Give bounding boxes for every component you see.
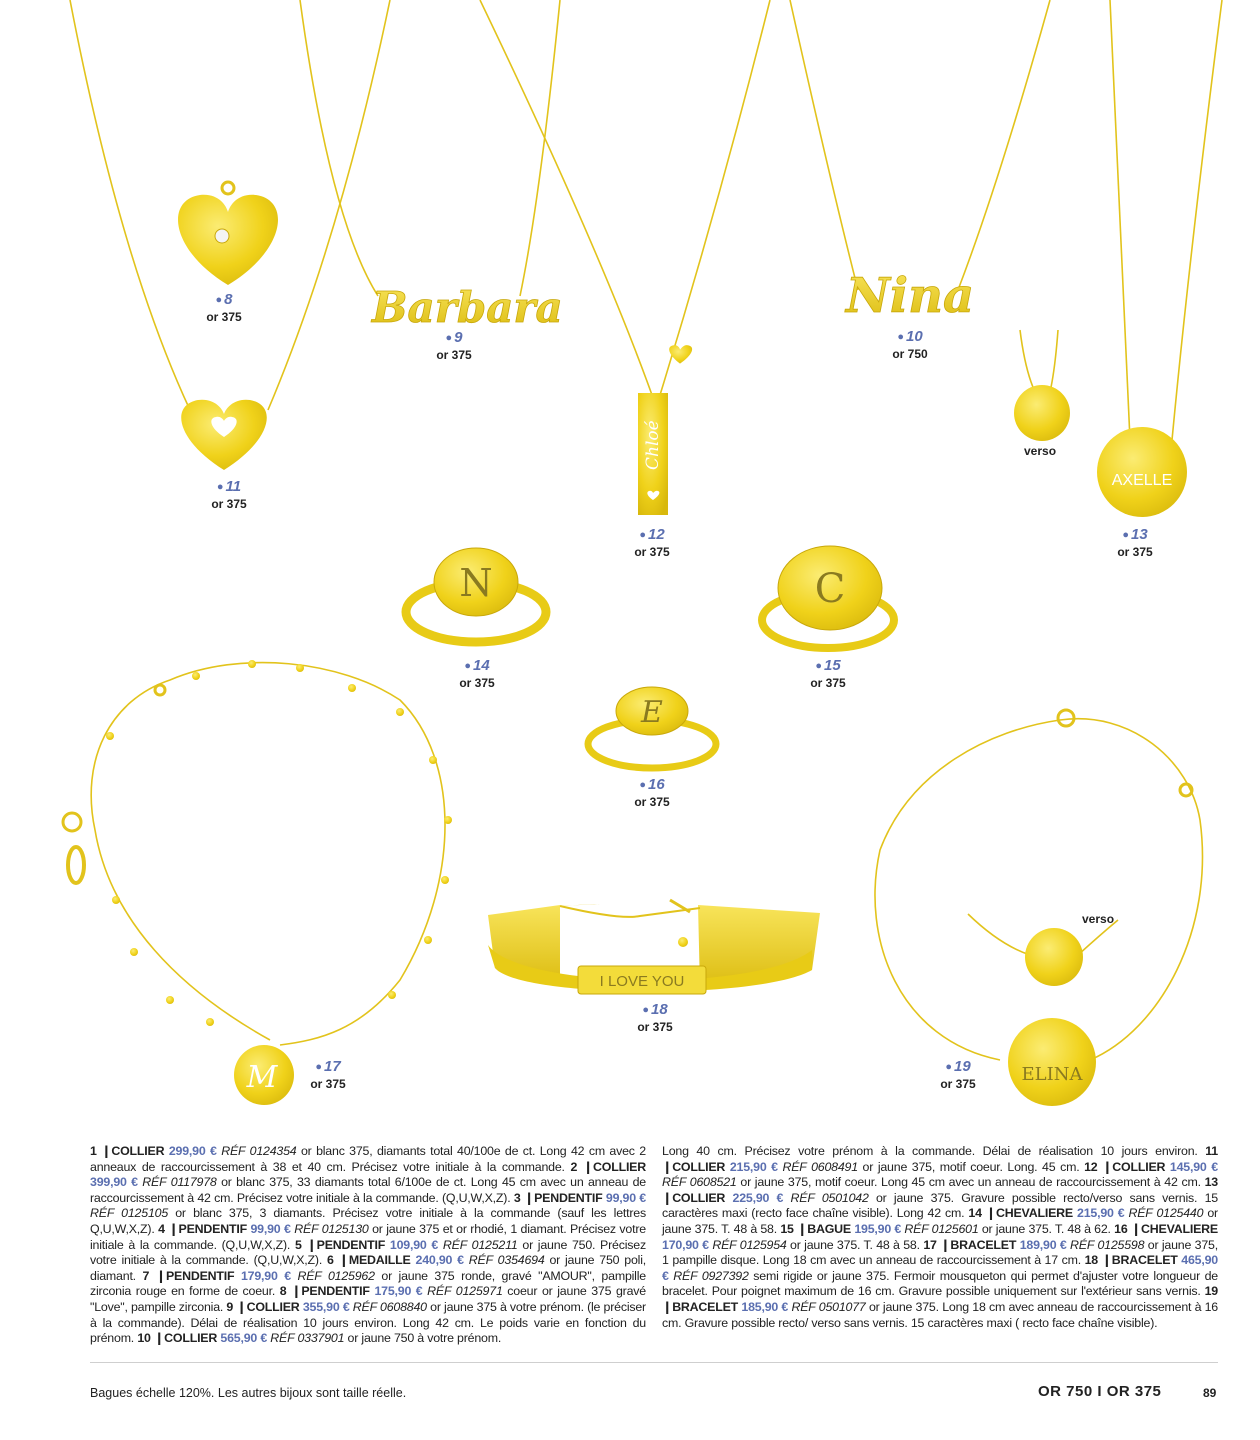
product-entry-10: 10 ❙COLLIER 565,90 € RÉF 0337901 or jaune 750 à votre prénom. bbox=[137, 1331, 502, 1346]
bar-pendant-12 bbox=[638, 345, 692, 515]
product-desc: coeur or jaune 375 gravé "Love", pampille zirconia. bbox=[90, 1284, 646, 1314]
product-type: PENDENTIF bbox=[178, 1221, 247, 1236]
product-number: 14 bbox=[968, 1206, 982, 1221]
chain-17 bbox=[91, 663, 445, 1045]
chain-12b bbox=[660, 0, 770, 395]
product-number: 11 bbox=[1205, 1144, 1218, 1158]
product-ref: RÉF 0125105 bbox=[90, 1206, 169, 1221]
chain-19 bbox=[875, 719, 1202, 1060]
product-price: 195,90 € bbox=[854, 1221, 902, 1236]
product-entry-9: 9 ❙COLLIER 355,90 € RÉF 0608840 or jaune 375 à votre prénom. (le préciser à la commande). Délai de réalisation 10 jours environ. Long 42 cm. Le poids varie en fonction du prénom. bbox=[90, 1299, 646, 1346]
product-price: 215,90 € bbox=[1077, 1206, 1125, 1221]
product-type: CHEVALIERE bbox=[996, 1206, 1073, 1221]
product-desc: or jaune 375 ronde, gravé "AMOUR", pampille zirconia rouge en forme de coeur. bbox=[90, 1268, 646, 1299]
product-price: 465,90 € bbox=[662, 1253, 1218, 1283]
product-number: 7 bbox=[142, 1268, 150, 1283]
disc-pendant-13 bbox=[1097, 427, 1187, 517]
product-number: 3 bbox=[513, 1190, 521, 1205]
name-pendant-10: Nina bbox=[846, 268, 975, 324]
product-entry-14: 14 ❙CHEVALIERE 215,90 € RÉF 0125440 or jaune 375. T. 48 à 58. bbox=[662, 1206, 1218, 1236]
product-entry-4: 4 ❙PENDENTIF 99,90 € RÉF 0125130 or jaune 375 et or rhodié, 1 diamant. Précisez votre initiale à la commande. (Q,U,W,X,Z). bbox=[90, 1221, 646, 1252]
product-desc: or blanc 375, diamants total 40/100e de ct. Long 42 cm avec 2 anneaux de raccourcissement à 38 et 40 cm. Précisez votre initiale à la commande. bbox=[90, 1144, 646, 1174]
product-price: 99,90 € bbox=[250, 1221, 291, 1236]
chain-9b bbox=[520, 0, 560, 296]
disc-engraving-17: M bbox=[246, 1060, 278, 1095]
label-13: ● 13 or 375 bbox=[1095, 527, 1175, 560]
disc-engraving-13: AXELLE bbox=[1111, 472, 1173, 489]
product-price: 355,90 € bbox=[302, 1299, 350, 1314]
label-8: ● 8 or 375 bbox=[184, 292, 264, 325]
product-price: 215,90 € bbox=[729, 1159, 778, 1174]
product-type: COLLIER bbox=[593, 1159, 646, 1174]
product-type: PENDENTIF bbox=[301, 1284, 370, 1299]
product-ref: RÉF 0927392 bbox=[673, 1268, 749, 1283]
product-ref: RÉF 0125971 bbox=[427, 1284, 503, 1299]
product-desc: or jaune 750. Précisez votre initiale à la commande. (Q,U,W,X,Z). bbox=[90, 1237, 646, 1268]
product-desc: or jaune 375. T. 48 à 58. bbox=[662, 1206, 1218, 1236]
product-number: 15 bbox=[780, 1221, 794, 1236]
beads-17 bbox=[106, 660, 452, 1026]
product-price: 189,90 € bbox=[1019, 1237, 1067, 1252]
product-price: 399,90 € bbox=[90, 1175, 138, 1190]
product-entry-12: 12 ❙COLLIER 145,90 € RÉF 0608521 or jaune 375, motif coeur. Long 45 cm avec un anneau de raccourcissement à 42 cm. bbox=[662, 1159, 1218, 1190]
signet-ring-14 bbox=[406, 548, 546, 642]
product-ref: RÉF 0501077 bbox=[791, 1299, 866, 1314]
product-number: 4 bbox=[158, 1221, 165, 1236]
product-number: 17 bbox=[923, 1237, 937, 1252]
product-desc: semi rigide or jaune 375. Fermoir mousqueton qui permet d'ajuster votre longueur de bracelet. Pour poignet maximum de 16 cm. Gravure possible uniquement sur l'extérieur sans vernis. bbox=[662, 1268, 1218, 1299]
page-number: 89 bbox=[1203, 1386, 1217, 1400]
product-desc: or blanc 375, 3 diamants. Précisez votre initiale à la commande (sauf les lettres Q,U,W,X,Z). bbox=[90, 1206, 646, 1236]
product-price: 240,90 € bbox=[415, 1253, 464, 1268]
product-price: 185,90 € bbox=[741, 1299, 789, 1314]
label-11: ● 11 or 375 bbox=[189, 479, 269, 512]
disc-engraving-19: ELINA bbox=[1021, 1064, 1083, 1085]
product-entry-6: 6 ❙MEDAILLE 240,90 € RÉF 0354694 or jaune 750 poli, diamant. bbox=[90, 1253, 646, 1283]
product-entry-5: 5 ❙PENDENTIF 109,90 € RÉF 0125211 or jaune 750. Précisez votre initiale à la commande. (Q,U,W,X,Z). bbox=[90, 1237, 646, 1268]
bangle-engraving-18: I LOVE YOU bbox=[599, 973, 685, 990]
chain-11 bbox=[70, 0, 190, 410]
label-19: ● 19 or 375 bbox=[918, 1059, 998, 1092]
product-price: 299,90 € bbox=[168, 1144, 217, 1158]
product-desc: or jaune 375. T. 48 à 62. bbox=[978, 1221, 1115, 1236]
product-price: 175,90 € bbox=[374, 1284, 423, 1299]
product-number: 19 bbox=[1204, 1284, 1218, 1299]
product-ref: RÉF 0125130 bbox=[294, 1221, 369, 1236]
chain-12a bbox=[480, 0, 652, 395]
product-type: PENDENTIF bbox=[316, 1237, 386, 1252]
product-desc: or jaune 375, 1 pampille disque. Long 18 cm avec un anneau de raccourcissement à 17 cm. bbox=[662, 1237, 1218, 1268]
product-entry-3: 3 ❙PENDENTIF 99,90 € RÉF 0125105 or blanc 375, 3 diamants. Précisez votre initiale à la commande (sauf les lettres Q,U,W,X,Z). bbox=[90, 1190, 646, 1236]
chain-10b bbox=[958, 0, 1050, 290]
product-entry-8: 8 ❙PENDENTIF 175,90 € RÉF 0125971 coeur or jaune 375 gravé "Love", pampille zirconia. bbox=[90, 1284, 646, 1314]
product-ref: RÉF 0501042 bbox=[790, 1190, 869, 1205]
product-entry-17: 17 ❙BRACELET 189,90 € RÉF 0125598 or jaune 375, 1 pampille disque. Long 18 cm avec un anneau de raccourcissement à 17 cm. bbox=[662, 1237, 1218, 1268]
product-desc: or jaune 375, motif coeur. Long. 45 cm. bbox=[857, 1159, 1085, 1174]
product-entry-7: 7 ❙PENDENTIF 179,90 € RÉF 0125962 or jaune 375 ronde, gravé "AMOUR", pampille zirconia rouge en forme de coeur. bbox=[90, 1268, 646, 1299]
product-ref: RÉF 0124354 bbox=[221, 1144, 297, 1158]
signet-ring-15 bbox=[762, 546, 894, 648]
disc-verso-19 bbox=[1025, 928, 1083, 986]
right-intro: Long 40 cm. Précisez votre prénom à la commande. Délai de réalisation 10 jours environ. bbox=[662, 1144, 1206, 1158]
product-type: BRACELET bbox=[1111, 1253, 1178, 1268]
product-entry-16: 16 ❙CHEVALIERE 170,90 € RÉF 0125954 or jaune 375. T. 48 à 58. bbox=[662, 1221, 1218, 1252]
verso-label-19: verso bbox=[1082, 912, 1115, 926]
name-pendant-9: Barbara bbox=[372, 283, 563, 332]
product-price: 145,90 € bbox=[1169, 1159, 1218, 1174]
product-ref: RÉF 0608521 bbox=[662, 1175, 737, 1190]
descriptions-right bbox=[662, 1144, 1218, 1331]
chain-9a bbox=[300, 0, 378, 296]
ring-engraving-16: E bbox=[641, 695, 663, 730]
product-desc: or jaune 750 à votre prénom. bbox=[344, 1331, 502, 1346]
chain-13b bbox=[1172, 0, 1222, 440]
product-entry-2: 2 ❙COLLIER 399,90 € RÉF 0117978 or blanc 375, 33 diamants total 6/100e de ct. Long 45 cm avec un anneau de raccourcissement à 42 cm. Précisez votre initiale à la commande. (Q,U,W,X,Z). bbox=[90, 1159, 646, 1205]
product-number: 1 bbox=[90, 1144, 97, 1158]
product-type: BAGUE bbox=[807, 1221, 851, 1236]
product-entry-15: 15 ❙BAGUE 195,90 € RÉF 0125601 or jaune 375. T. 48 à 62. bbox=[780, 1221, 1115, 1236]
product-desc: or jaune 375, motif coeur. Long 45 cm avec un anneau de raccourcissement à 42 cm. bbox=[736, 1175, 1205, 1190]
product-price: 99,90 € bbox=[605, 1190, 646, 1205]
ring-engraving-15: C bbox=[814, 566, 846, 612]
chain-10a bbox=[790, 0, 858, 290]
product-ref: RÉF 0354694 bbox=[468, 1253, 545, 1268]
product-number: 18 bbox=[1084, 1253, 1098, 1268]
chain-19-verso bbox=[968, 914, 1030, 955]
product-desc: or jaune 375. Long 18 cm avec anneau de raccourcissement à 16 cm. Gravure possible recto/ verso sans vernis. 15 caractères maxi ( recto face chaîne visible). bbox=[662, 1299, 1219, 1330]
product-number: 10 bbox=[137, 1331, 151, 1346]
product-number: 12 bbox=[1084, 1159, 1098, 1174]
product-ref: RÉF 0608840 bbox=[352, 1299, 427, 1314]
product-desc: or jaune 375 à votre prénom. (le préciser à la commande). Délai de réalisation 10 jours environ. Long 42 cm. Le poids varie en fonction du prénom. bbox=[90, 1299, 646, 1346]
product-type: COLLIER bbox=[111, 1144, 165, 1158]
heart-necklace-11 bbox=[181, 400, 267, 470]
product-number: 8 bbox=[279, 1284, 287, 1299]
chain-verso bbox=[1020, 330, 1035, 392]
product-type: MEDAILLE bbox=[348, 1253, 411, 1268]
product-ref: RÉF 0117978 bbox=[142, 1175, 217, 1190]
product-ref: RÉF 0125601 bbox=[904, 1221, 979, 1236]
chain-verso-b bbox=[1050, 330, 1058, 392]
product-desc: or jaune 375. Gravure possible recto/verso sans vernis. 15 caractères maxi (recto face chaîne visible). Long 42 cm. bbox=[662, 1190, 1218, 1221]
product-desc: or blanc 375, 33 diamants total 6/100e de ct. Long 45 cm avec un anneau de raccourcissement à 42 cm. Précisez votre initiale à la commande. (Q,U,W,X,Z). bbox=[90, 1175, 646, 1205]
product-number: 2 bbox=[570, 1159, 578, 1174]
product-type: BRACELET bbox=[950, 1237, 1017, 1252]
product-type: PENDENTIF bbox=[534, 1190, 603, 1205]
product-price: 179,90 € bbox=[240, 1268, 291, 1283]
label-9: ● 9 or 375 bbox=[414, 330, 494, 363]
label-16: ● 16 or 375 bbox=[612, 777, 692, 810]
footer-note: Bagues échelle 120%. Les autres bijoux sont taille réelle. bbox=[90, 1386, 407, 1400]
label-15: ● 15 or 375 bbox=[788, 658, 868, 691]
product-type: PENDENTIF bbox=[165, 1268, 235, 1283]
heart-pendant-8 bbox=[178, 182, 278, 285]
product-ref: RÉF 0125440 bbox=[1128, 1206, 1204, 1221]
product-entry-18: 18 ❙BRACELET 465,90 € RÉF 0927392 semi rigide or jaune 375. Fermoir mousqueton qui permet d'ajuster votre longueur de bracelet. Pour poignet maximum de 16 cm. Gravure possible uniquement sur l'extérieur sans vernis. bbox=[662, 1253, 1218, 1299]
footer-divider bbox=[90, 1362, 1218, 1363]
disc-pendant-19 bbox=[1008, 1018, 1096, 1106]
product-number: 9 bbox=[226, 1299, 234, 1314]
product-type: COLLIER bbox=[672, 1159, 726, 1174]
bar-engraving-12: Chloé bbox=[643, 420, 663, 470]
product-entry-1: 1 ❙COLLIER 299,90 € RÉF 0124354 or blanc 375, diamants total 40/100e de ct. Long 42 cm avec 2 anneaux de raccourcissement à 38 et 40 cm. Précisez votre initiale à la commande. bbox=[90, 1144, 646, 1174]
product-ref: RÉF 0125598 bbox=[1070, 1237, 1145, 1252]
label-17: ● 17 or 375 bbox=[288, 1059, 368, 1092]
product-number: 5 bbox=[294, 1237, 302, 1252]
chain-13a bbox=[1110, 0, 1130, 440]
product-type: COLLIER bbox=[164, 1331, 218, 1346]
disc-pendant-17 bbox=[234, 1045, 294, 1105]
product-price: 109,90 € bbox=[389, 1237, 439, 1252]
product-ref: RÉF 0125954 bbox=[712, 1237, 787, 1252]
product-type: BRACELET bbox=[672, 1299, 739, 1314]
product-desc: or jaune 375 et or rhodié, 1 diamant. Précisez votre initiale à la commande. (Q,U,W,X,Z). bbox=[90, 1221, 646, 1252]
product-desc: or jaune 750 poli, diamant. bbox=[90, 1253, 646, 1283]
chain-11b bbox=[268, 0, 390, 410]
label-10: ● 10 or 750 bbox=[870, 329, 950, 362]
signet-ring-16 bbox=[588, 687, 716, 768]
product-type: COLLIER bbox=[246, 1299, 300, 1314]
product-entry-11: 11 ❙COLLIER 215,90 € RÉF 0608491 or jaune 375, motif coeur. Long. 45 cm. bbox=[662, 1144, 1218, 1174]
label-12: ● 12 or 375 bbox=[612, 527, 692, 560]
product-type: COLLIER bbox=[672, 1190, 726, 1205]
product-ref: RÉF 0337901 bbox=[270, 1331, 345, 1346]
bangle-bracelet-18 bbox=[488, 900, 820, 994]
product-desc: or jaune 375. T. 48 à 58. bbox=[786, 1237, 924, 1252]
product-ref: RÉF 0608491 bbox=[782, 1159, 858, 1174]
product-number: 13 bbox=[1204, 1175, 1218, 1190]
product-price: 170,90 € bbox=[662, 1237, 709, 1252]
verso-label-13: verso bbox=[1024, 444, 1057, 458]
product-entry-19: 19 ❙BRACELET 185,90 € RÉF 0501077 or jaune 375. Long 18 cm avec anneau de raccourcissement à 16 cm. Gravure possible recto/ verso sans vernis. 15 caractères maxi ( recto face chaîne visible). bbox=[662, 1284, 1219, 1330]
product-price: 565,90 € bbox=[220, 1331, 268, 1346]
product-ref: RÉF 0125962 bbox=[297, 1268, 375, 1283]
label-18: ● 18 or 375 bbox=[615, 1002, 695, 1035]
disc-verso-13 bbox=[1014, 385, 1070, 441]
product-number: 16 bbox=[1114, 1221, 1128, 1236]
product-type: CHEVALIERE bbox=[1141, 1221, 1218, 1236]
product-entry-13: 13 ❙COLLIER 225,90 € RÉF 0501042 or jaune 375. Gravure possible recto/verso sans vernis. 15 caractères maxi (recto face chaîne visible). Long 42 cm. bbox=[662, 1175, 1218, 1221]
footer-title: OR 750 I OR 375 bbox=[1038, 1383, 1162, 1400]
descriptions-left bbox=[90, 1144, 646, 1347]
product-type: COLLIER bbox=[1112, 1159, 1166, 1174]
product-ref: RÉF 0125211 bbox=[442, 1237, 518, 1252]
label-14: ● 14 or 375 bbox=[437, 658, 517, 691]
ring-engraving-14: N bbox=[459, 561, 493, 605]
product-number: 6 bbox=[327, 1253, 334, 1268]
product-price: 225,90 € bbox=[732, 1190, 784, 1205]
